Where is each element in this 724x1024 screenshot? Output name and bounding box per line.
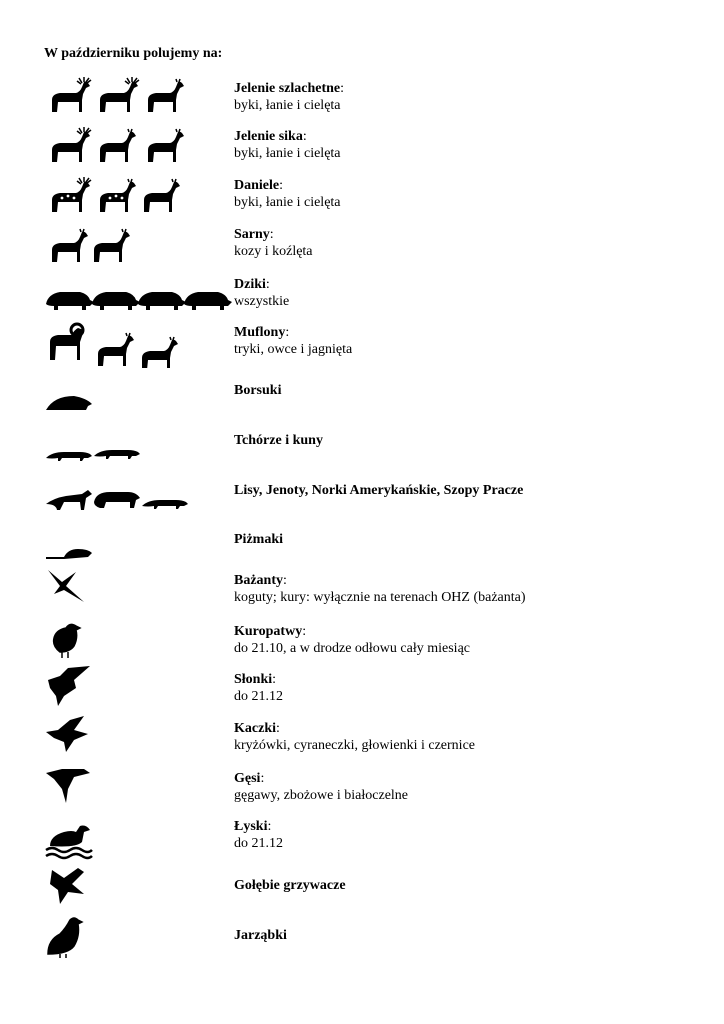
- species-name: Muflony: [234, 325, 286, 340]
- species-details: byki, łanie i cielęta: [234, 146, 341, 161]
- fallow-deer-icon: [44, 172, 229, 220]
- red-deer-icon: [44, 72, 229, 120]
- species-name: Kuropatwy: [234, 624, 303, 639]
- list-item: [0, 222, 724, 270]
- list-item: [0, 816, 724, 864]
- species-name: Borsuki: [234, 383, 282, 398]
- species-details: do 21.12: [234, 836, 283, 851]
- separator: :: [283, 573, 287, 588]
- wood-pigeon-icon: [44, 864, 229, 912]
- list-item: [0, 666, 724, 714]
- separator: :: [267, 819, 272, 834]
- separator: :: [272, 672, 277, 687]
- duck-icon: [44, 716, 229, 764]
- list-item: [0, 864, 724, 912]
- list-item: [0, 72, 724, 120]
- badger-icon: [44, 382, 229, 430]
- species-details: gęgawy, zbożowe i białoczelne: [234, 788, 409, 803]
- list-item: [0, 172, 724, 220]
- species-name: Daniele: [234, 178, 280, 193]
- goose-icon: [44, 765, 229, 813]
- list-item: [0, 618, 724, 666]
- list-item: [0, 716, 724, 764]
- coot-icon: [44, 816, 229, 864]
- species-name: Piżmaki: [234, 532, 283, 547]
- list-item: [0, 320, 724, 368]
- sika-deer-icon: [44, 122, 229, 170]
- list-item: [0, 482, 724, 530]
- species-name: Sarny: [234, 227, 270, 242]
- species-details: tryki, owce i jagnięta: [234, 342, 353, 357]
- partridge-icon: [44, 618, 229, 666]
- roe-deer-icon: [44, 222, 229, 270]
- species-name: Gęsi: [234, 771, 261, 786]
- species-details: kozy i koźlęta: [234, 244, 313, 259]
- separator: :: [265, 277, 270, 292]
- species-name: Kaczki: [234, 721, 276, 736]
- polecat-marten-icon: [44, 432, 229, 480]
- species-details: do 21.12: [234, 689, 283, 704]
- species-name: Bażanty: [234, 573, 283, 588]
- separator: :: [260, 771, 265, 786]
- separator: :: [302, 624, 307, 639]
- species-name: Dziki: [234, 277, 266, 292]
- species-name: Jelenie szlachetne: [234, 81, 341, 96]
- list-item: [0, 566, 724, 614]
- species-name: Jelenie sika: [234, 129, 303, 144]
- hazel-grouse-icon: [44, 914, 229, 962]
- species-name: Tchórze i kuny: [234, 433, 323, 448]
- wild-boar-icon: [44, 276, 229, 324]
- species-details: koguty; kury: wyłącznie na terenach OHZ (bażanta): [234, 590, 526, 605]
- species-name: Słonki: [234, 672, 273, 687]
- species-name: Gołębie grzywacze: [234, 878, 346, 893]
- fox-raccoon-dog-mink-icon: [44, 482, 229, 530]
- separator: :: [269, 227, 274, 242]
- species-name: Lisy, Jenoty, Norki Amerykańskie, Szopy Pracze: [234, 483, 524, 498]
- species-details: do 21.10, a w drodze odłowu cały miesiąc: [234, 641, 470, 656]
- list-item: [0, 765, 724, 813]
- list-item: [0, 122, 724, 170]
- separator: :: [276, 721, 280, 736]
- list-item: [0, 276, 724, 324]
- species-details: byki, łanie i cielęta: [234, 98, 341, 113]
- woodcock-icon: [44, 666, 229, 714]
- separator: :: [302, 129, 307, 144]
- species-details: wszystkie: [234, 294, 290, 309]
- separator: :: [279, 178, 283, 193]
- list-item: [0, 914, 724, 962]
- species-name: Łyski: [234, 819, 268, 834]
- species-details: byki, łanie i cielęta: [234, 195, 341, 210]
- list-item: [0, 382, 724, 430]
- species-details: kryżówki, cyraneczki, głowienki i czernice: [234, 738, 476, 753]
- pheasant-icon: [44, 566, 229, 614]
- species-name: Jarząbki: [234, 928, 287, 943]
- list-item: [0, 432, 724, 480]
- mouflon-icon: [44, 320, 229, 368]
- separator: :: [340, 81, 345, 96]
- page-title: W październiku polujemy na:: [44, 46, 223, 61]
- separator: :: [285, 325, 290, 340]
